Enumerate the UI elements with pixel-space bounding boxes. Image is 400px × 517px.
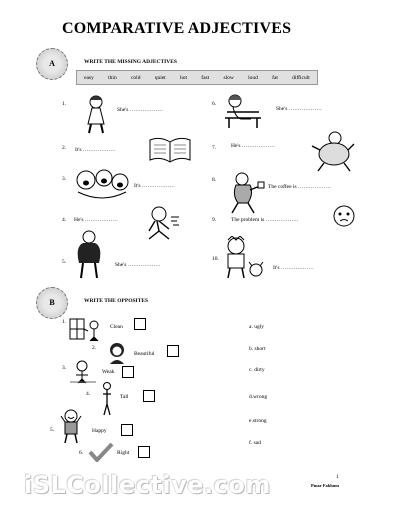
noisy-people-illustration xyxy=(74,168,130,202)
tall-man-illustration xyxy=(100,382,114,416)
opposite-option: c. dirty xyxy=(249,367,265,373)
item-sentence: He's ……………… xyxy=(74,217,118,223)
item-number: 6. xyxy=(79,450,84,456)
section-a-heading: WRITE THE MISSING ADJECTIVES xyxy=(84,59,177,65)
word-bank-item: difficult xyxy=(292,74,310,81)
item-sentence: It's ……………… xyxy=(75,147,116,153)
item-number: 6. xyxy=(212,101,217,107)
opposite-option: f. sad xyxy=(249,440,261,446)
item-number: 7. xyxy=(212,145,217,151)
item-number: 3. xyxy=(62,176,67,182)
word-bank-item: thin xyxy=(108,74,117,81)
adjective-word: Right xyxy=(117,450,130,456)
answer-box[interactable] xyxy=(121,424,133,436)
item-number: 10. xyxy=(212,256,219,262)
item-number: 5. xyxy=(50,427,55,433)
item-number: 1. xyxy=(62,101,67,107)
watermark: iSLCollective.com xyxy=(24,471,271,499)
answer-box[interactable] xyxy=(167,345,179,357)
section-b-heading: WRITE THE OPPOSITES xyxy=(84,298,149,304)
item-number: 5. xyxy=(62,259,67,265)
girl-thin-illustration xyxy=(82,94,112,134)
section-a-badge: A xyxy=(36,48,68,80)
fat-man-running-illustration xyxy=(310,130,356,172)
opposite-option: b. short xyxy=(249,346,266,352)
item-sentence: It's ……………… xyxy=(273,265,314,271)
word-bank-item: fast xyxy=(201,74,210,81)
word-bank xyxy=(76,70,318,85)
item-sentence: She's ……………… xyxy=(276,106,322,112)
adjective-word: Clean xyxy=(110,324,123,330)
thinking-face-illustration xyxy=(330,202,360,232)
word-bank-item: quiet xyxy=(154,74,166,81)
girl-bench-illustration xyxy=(223,92,263,130)
word-bank-item: hot xyxy=(179,74,187,81)
item-sentence: It's ……………… xyxy=(134,183,175,189)
item-number: 8. xyxy=(212,177,217,183)
adjective-word: Happy xyxy=(92,428,107,434)
page-number: 1 xyxy=(336,474,339,480)
running-boy-illustration xyxy=(135,205,181,241)
opposite-option: a. ugly xyxy=(249,324,264,330)
item-sentence: He's ……………… xyxy=(231,143,275,149)
adjective-word: Weak xyxy=(102,369,115,375)
word-bank-item: easy xyxy=(84,74,94,81)
fat-man-illustration xyxy=(73,230,107,280)
item-number: 2. xyxy=(62,145,67,151)
word-bank-item: fat xyxy=(272,74,278,81)
item-number: 2. xyxy=(92,345,97,351)
weak-person-illustration xyxy=(68,360,98,384)
word-bank-item: loud xyxy=(248,74,258,81)
section-b-badge: B xyxy=(36,287,68,319)
opposite-option: d.wrong xyxy=(249,394,268,400)
answer-box[interactable] xyxy=(138,446,150,458)
answer-box[interactable] xyxy=(143,390,155,402)
check-mark-icon xyxy=(88,442,114,462)
coffee-man-illustration xyxy=(222,172,266,214)
item-sentence: The problem is ……………… xyxy=(231,217,299,223)
item-number: 9. xyxy=(212,217,217,223)
item-sentence: She's ……………… xyxy=(117,107,163,113)
adjective-word: Beautiful xyxy=(134,351,155,357)
word-bank-item: slow xyxy=(223,74,234,81)
item-sentence: The coffee is ……………… xyxy=(268,184,331,190)
opposite-option: e.strong xyxy=(249,418,267,424)
happy-kid-illustration xyxy=(58,408,84,444)
author-name: Pınar Fakhum xyxy=(311,483,340,488)
book-illustration xyxy=(148,136,192,164)
clean-window-illustration xyxy=(68,317,104,343)
answer-box[interactable] xyxy=(122,366,134,378)
shivering-kid-illustration xyxy=(220,236,268,280)
item-number: 4. xyxy=(86,391,91,397)
answer-box[interactable] xyxy=(134,318,146,330)
page-title: COMPARATIVE ADJECTIVES xyxy=(62,20,292,37)
adjective-word: Tall xyxy=(120,394,129,400)
item-number: 3. xyxy=(62,365,67,371)
word-bank-item: cold xyxy=(130,74,141,81)
beautiful-woman-illustration xyxy=(106,340,128,364)
item-number: 1. xyxy=(62,319,67,325)
item-number: 4. xyxy=(62,217,67,223)
item-sentence: She's ……………… xyxy=(115,262,161,268)
